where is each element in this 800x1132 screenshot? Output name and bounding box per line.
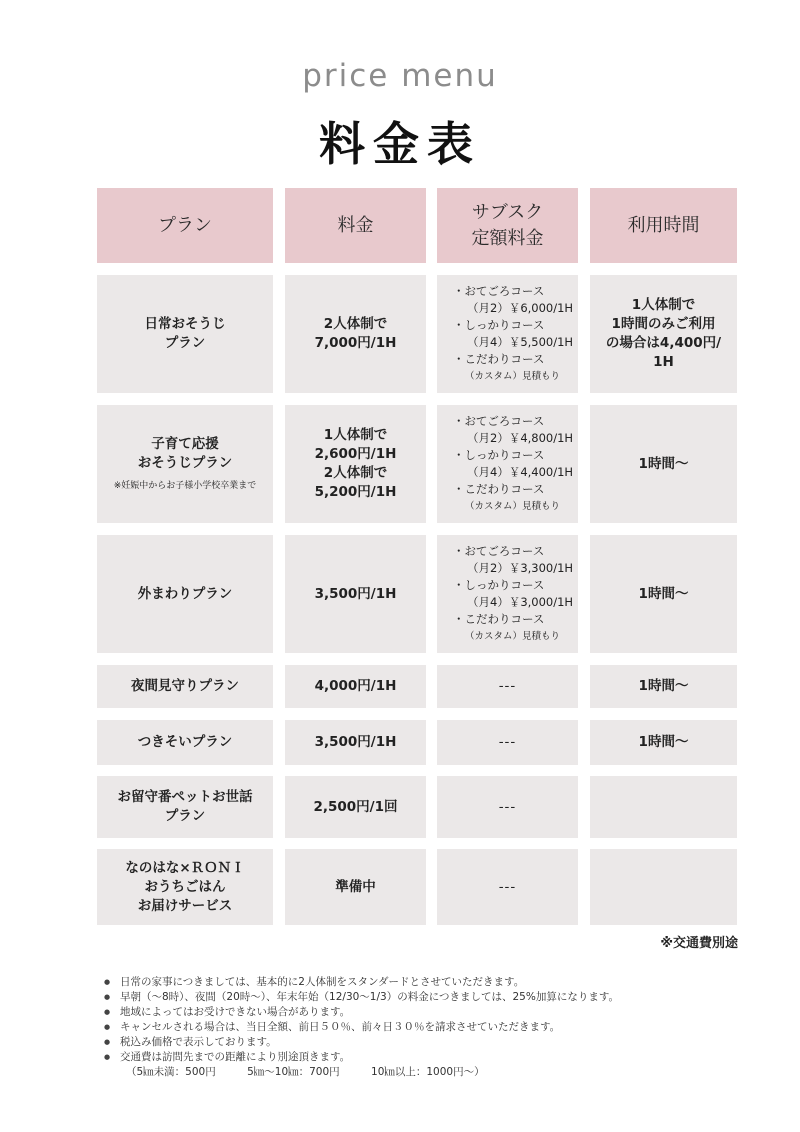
- cell-line: ・こだわりコース: [453, 612, 545, 626]
- header-label: 定額料金: [471, 227, 544, 249]
- cell-line: ・おてごろコース: [453, 414, 545, 428]
- cell-line: ・おてごろコース: [453, 284, 545, 298]
- cell-line: プラン: [164, 808, 206, 824]
- cell-line: ・こだわりコース: [453, 352, 545, 366]
- header-label: 料金: [337, 214, 374, 236]
- cell-line: （月2）￥3,300/1H: [467, 561, 574, 575]
- cell-line: なのはな×ＲＯＮＩ: [125, 859, 245, 876]
- price-cell: [285, 849, 426, 925]
- cell-line: （カスタム）見積もり: [465, 371, 561, 382]
- cell-line: 2人体制で: [323, 465, 388, 481]
- subscription-cell: [437, 405, 578, 523]
- cell-line: 3,500円/1H: [314, 585, 397, 602]
- cell-line: （月4）￥3,000/1H: [467, 595, 574, 609]
- price-cell: [285, 535, 426, 653]
- notes-list: [104, 975, 619, 1065]
- time-cell: [590, 776, 737, 838]
- header-time: [590, 188, 737, 263]
- cell-line: ---: [498, 798, 517, 815]
- price-cell: [285, 405, 426, 523]
- cell-line: 夜間見守りプラン: [131, 678, 239, 694]
- note-item: ● 早朝（～8時）、夜間（20時～）、年末年始（12/30～1/3）の料金につきましては、25%加算になります。: [104, 990, 619, 1005]
- transport-note: ※交通費別途: [660, 936, 738, 951]
- cell-line: 準備中: [335, 878, 376, 895]
- time-cell: [590, 720, 737, 765]
- cell-line: プラン: [164, 335, 206, 351]
- cell-line: 4,000円/1H: [314, 678, 397, 694]
- distance-fee: 5㎞～10㎞：700円: [247, 1066, 340, 1078]
- plan-cell: [97, 849, 273, 925]
- price-cell: [285, 720, 426, 765]
- note-item: ● 交通費は訪問先までの距離により別途頂きます。: [104, 1050, 619, 1065]
- note-item: ● 日常の家事につきましては、基本的に2人体制をスタンダードとさせていただきます。: [104, 975, 619, 990]
- cell-line: つきそいプラン: [137, 734, 233, 750]
- plan-cell: [97, 720, 273, 765]
- time-cell: [590, 535, 737, 653]
- page-title: 料金表: [319, 117, 481, 171]
- plan-cell: [97, 776, 273, 838]
- cell-line: ---: [498, 878, 517, 895]
- header-plan: [97, 188, 273, 263]
- plan-cell: [97, 535, 273, 653]
- plan-cell: [97, 275, 273, 393]
- header-subs: [437, 188, 578, 263]
- cell-line: （カスタム）見積もり: [465, 631, 561, 642]
- cell-line: 2,600円/1H: [314, 446, 397, 462]
- cell-line: の場合は4,400円/: [605, 335, 722, 351]
- cell-line: 1H: [653, 354, 674, 370]
- cell-line: 2,500円/1回: [313, 798, 398, 815]
- cell-line: ・しっかりコース: [453, 448, 545, 462]
- distance-fee: （5㎞未満：500円: [126, 1066, 216, 1078]
- cell-line: 7,000円/1H: [314, 335, 397, 351]
- cell-line: ・しっかりコース: [453, 318, 545, 332]
- subscription-cell: [437, 535, 578, 653]
- subscription-cell: [437, 776, 578, 838]
- cell-line: 1時間～: [638, 734, 689, 750]
- cell-line: （カスタム）見積もり: [465, 501, 561, 512]
- price-cell: [285, 776, 426, 838]
- cell-line: 外まわりプラン: [137, 585, 233, 602]
- time-cell: [590, 405, 737, 523]
- subscription-cell: [437, 720, 578, 765]
- cell-line: 1時間～: [638, 585, 689, 602]
- cell-line: （月4）￥4,400/1H: [467, 465, 574, 479]
- cell-line: おうちごはん: [144, 878, 226, 895]
- cell-line: 5,200円/1H: [314, 484, 397, 500]
- subscription-cell: [437, 275, 578, 393]
- cell-line: ・こだわりコース: [453, 482, 545, 496]
- cell-line: （月4）￥5,500/1H: [467, 335, 574, 349]
- cell-line: お届けサービス: [137, 897, 233, 914]
- header-price: [285, 188, 426, 263]
- cell-line: 3,500円/1H: [314, 734, 397, 750]
- plan-cell: [97, 665, 273, 708]
- header-label: プラン: [158, 214, 212, 236]
- cell-line: （月2）￥4,800/1H: [467, 431, 574, 445]
- time-cell: [590, 275, 737, 393]
- note-item: ● 税込み価格で表示しております。: [104, 1035, 619, 1050]
- cell-line: 子育て応援: [151, 436, 219, 452]
- cell-line: ---: [498, 734, 517, 750]
- header-label: サブスク: [471, 201, 544, 223]
- time-cell: [590, 665, 737, 708]
- subscription-cell: [437, 849, 578, 925]
- cell-line: 1人体制で: [631, 297, 696, 313]
- cell-line: おそうじプラン: [137, 455, 233, 471]
- note-item: ● キャンセルされる場合は、当日全額、前日５０％、前々日３０％を請求させていただきます。: [104, 1020, 619, 1035]
- cell-line: ---: [498, 678, 517, 694]
- cell-line: 日常おそうじ: [144, 316, 226, 332]
- plan-cell: [97, 405, 273, 523]
- cell-line: ・おてごろコース: [453, 544, 545, 558]
- cell-line: 1時間のみご利用: [611, 316, 716, 332]
- cell-line: お留守番ペットお世話: [117, 789, 253, 805]
- distance-fees: [126, 1065, 513, 1080]
- plan-note: ※妊娠中からお子様小学校卒業まで: [113, 481, 257, 491]
- time-cell: [590, 849, 737, 925]
- cell-line: ・しっかりコース: [453, 578, 545, 592]
- price-cell: [285, 275, 426, 393]
- distance-fee: 10㎞以上：1000円～）: [371, 1066, 485, 1078]
- header-label: 利用時間: [627, 214, 700, 236]
- cell-line: 1人体制で: [323, 427, 388, 443]
- cell-line: 1時間～: [638, 678, 689, 694]
- cell-line: （月2）￥6,000/1H: [467, 301, 574, 315]
- page-subtitle: price menu: [302, 58, 498, 94]
- cell-line: 1時間～: [638, 455, 689, 472]
- note-item: ● 地域によってはお受けできない場合があります。: [104, 1005, 619, 1020]
- cell-line: 2人体制で: [323, 316, 388, 332]
- price-cell: [285, 665, 426, 708]
- subscription-cell: [437, 665, 578, 708]
